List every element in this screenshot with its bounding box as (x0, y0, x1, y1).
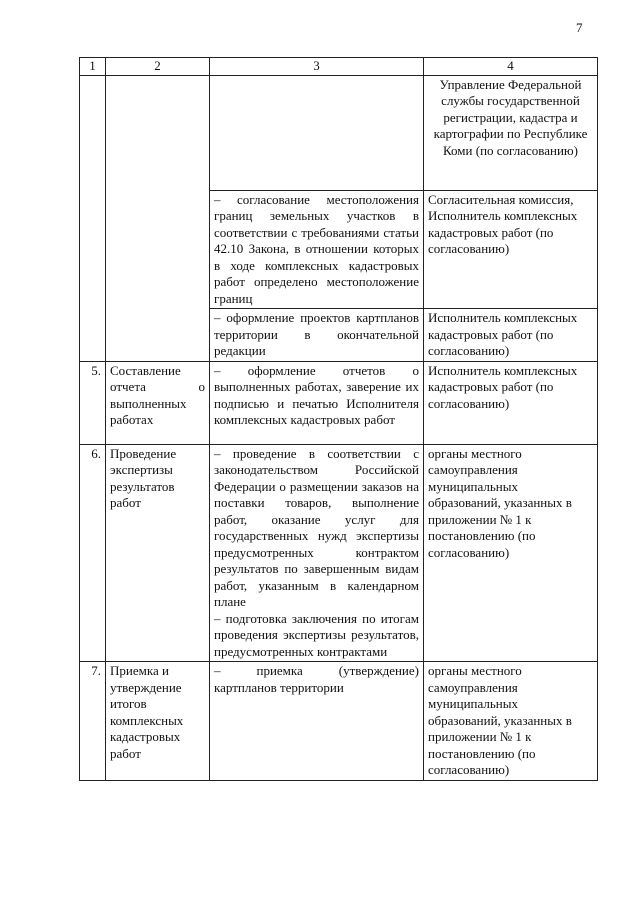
table-row (80, 75, 598, 190)
header-cell-2: 2 (106, 58, 210, 76)
header-cell-4: 4 (424, 58, 598, 76)
responsible-cell: органы местного самоуправления муниципальных образований, указанных в приложении № 1 к постановлению (по согласованию) (424, 662, 598, 781)
row-number-cell (80, 75, 106, 361)
stage-cell: Составление отчета о выполненных работах (106, 361, 210, 444)
row-number-cell: 5. (80, 361, 106, 444)
schedule-table (79, 57, 598, 781)
responsible-cell: Исполнитель комплексных кадастровых работ (по согласованию) (424, 309, 598, 362)
row-number-cell: 6. (80, 444, 106, 662)
action-text: – подготовка заключения по итогам проведения экспертизы результатов, предусмотренных контрактами (214, 610, 419, 659)
page-number: 7 (576, 20, 583, 35)
header-cell-3: 3 (210, 58, 424, 76)
header-cell-1: 1 (80, 58, 106, 76)
table-row (80, 444, 598, 662)
stage-cell: Проведение экспертизы результатов работ (106, 444, 210, 662)
responsible-cell: Исполнитель комплексных кадастровых работ (по согласованию) (424, 361, 598, 444)
responsible-cell: Согласительная комиссия, Исполнитель комплексных кадастровых работ (по согласованию) (424, 190, 598, 309)
responsible-cell: Управление Федеральной службы государственной регистрации, кадастра и картографии по Республике Коми (по согласованию) (424, 75, 598, 190)
action-cell (210, 75, 424, 190)
stage-cell (106, 75, 210, 361)
responsible-cell: органы местного самоуправления муниципальных образований, указанных в приложении № 1 к постановлению (по согласованию) (424, 444, 598, 662)
action-cell: – согласование местоположения границ земельных участков в соответствии с требованиями статьи 42.10 Закона, в отношении которых в ходе комплексных кадастровых работ определено местоположение границ (210, 190, 424, 309)
action-cell: – оформление отчетов о выполненных работах, заверение их подписью и печатью Исполнителя комплексных кадастровых работ (210, 361, 424, 444)
table-header-row (80, 58, 598, 76)
stage-cell: Приемка и утверждение итогов комплексных кадастровых работ (106, 662, 210, 781)
action-cell: – приемка (утверждение) картпланов территории (210, 662, 424, 781)
row-number-cell: 7. (80, 662, 106, 781)
action-text: – проведение в соответствии с законодательством Российской Федерации о размещении заказов на поставки товаров, выполнение работ, оказание услуг для государственных нужд экспертизы предусмотренных контрактом результатов по завершенным видам работ, указанным в календарном плане (214, 445, 419, 609)
action-cell: – оформление проектов картпланов территории в окончательной редакции (210, 309, 424, 362)
table-row (80, 662, 598, 781)
table-row (80, 361, 598, 444)
action-cell (210, 444, 424, 662)
